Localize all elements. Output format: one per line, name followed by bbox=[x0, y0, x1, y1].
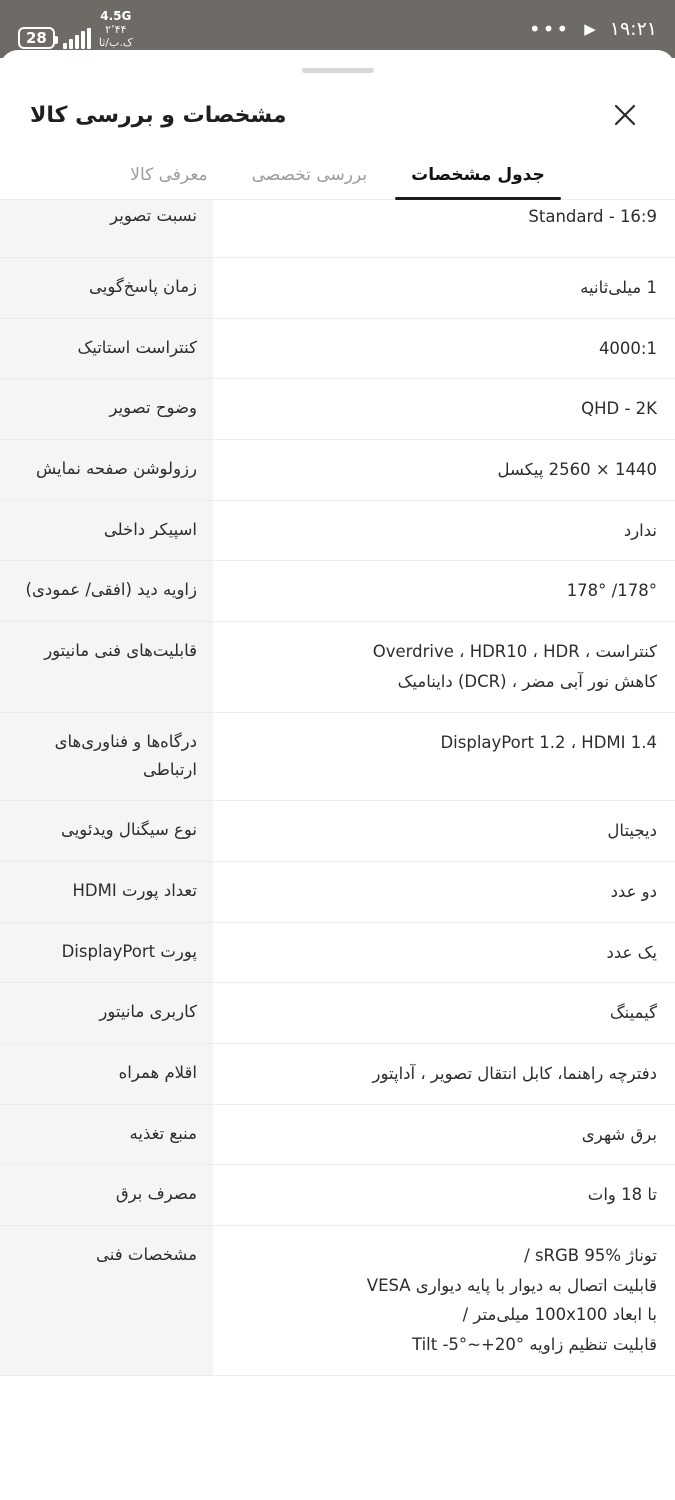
data-rate-line1: ۲٬۴۴ bbox=[105, 22, 127, 36]
spec-value-line: DisplayPort 1.2 ، HDMI 1.4 bbox=[440, 732, 657, 752]
table-row bbox=[0, 1226, 675, 1376]
spec-value-line: دفترچه راهنما، کابل انتقال تصویر ، آداپتور bbox=[372, 1064, 657, 1083]
spec-key: اقلام همراه bbox=[0, 1044, 213, 1104]
signal-bars-icon bbox=[63, 29, 91, 49]
network-type-label: 4.5G bbox=[100, 8, 132, 23]
spec-value-line: 16:9 - Standard bbox=[528, 207, 657, 226]
spec-value-line: ندارد bbox=[623, 520, 657, 540]
spec-value bbox=[213, 622, 675, 711]
spec-value bbox=[213, 923, 675, 983]
table-row bbox=[0, 923, 675, 984]
spec-key: درگاه‌ها و فناوری‌های ارتباطی bbox=[0, 713, 213, 801]
network-indicator bbox=[99, 9, 133, 49]
spec-key: اسپیکر داخلی bbox=[0, 501, 213, 561]
spec-key: پورت DisplayPort bbox=[0, 923, 213, 983]
spec-value bbox=[213, 983, 675, 1043]
tab-expert-review[interactable]: بررسی تخصصی bbox=[251, 165, 368, 185]
spec-value bbox=[213, 713, 675, 801]
spec-value-line: 1 میلی‌ثانیه bbox=[580, 278, 657, 297]
spec-value-line: یک عدد bbox=[606, 942, 657, 962]
spec-key: زمان پاسخ‌گویی bbox=[0, 258, 213, 318]
spec-value bbox=[213, 319, 675, 379]
spec-key: کاربری مانیتور bbox=[0, 983, 213, 1043]
table-row bbox=[0, 379, 675, 440]
table-row bbox=[0, 1044, 675, 1105]
spec-value bbox=[213, 440, 675, 500]
close-button[interactable] bbox=[605, 95, 645, 135]
battery-indicator: 28 bbox=[18, 27, 55, 50]
specs-table[interactable] bbox=[0, 200, 675, 1454]
spec-value bbox=[213, 258, 675, 318]
table-row bbox=[0, 501, 675, 562]
status-bar-left bbox=[18, 9, 133, 49]
table-row bbox=[0, 440, 675, 501]
spec-value-line: 4000:1 bbox=[598, 338, 657, 358]
spec-key: وضوح تصویر bbox=[0, 379, 213, 439]
spec-value bbox=[213, 1165, 675, 1225]
spec-key: کنتراست استاتیک bbox=[0, 319, 213, 379]
spec-key: زاویه دید (افقی/ عمودی) bbox=[0, 561, 213, 621]
table-row bbox=[0, 622, 675, 712]
tab-specs-table[interactable]: جدول مشخصات bbox=[389, 153, 567, 199]
spec-value-line: با ابعاد 100x100 میلی‌متر / bbox=[462, 1305, 657, 1325]
spec-value-line: گیمینگ bbox=[609, 1003, 657, 1023]
spec-value-line: تا 18 وات bbox=[587, 1185, 657, 1205]
spec-key: قابلیت‌های فنی مانیتور bbox=[0, 622, 213, 711]
spec-value-line: 1440 × 2560 پیکسل bbox=[497, 460, 657, 480]
spec-value-line: قابلیت اتصال به دیوار با پایه دیواری VESA bbox=[366, 1275, 657, 1295]
spec-value-line: QHD - 2K bbox=[581, 399, 657, 419]
table-row bbox=[0, 258, 675, 319]
product-specs-sheet bbox=[0, 50, 675, 1500]
data-rate-line2: ک.ب/ثا bbox=[98, 35, 133, 49]
spec-value-line: برق شهری bbox=[581, 1124, 657, 1144]
spec-value-line: دو عدد bbox=[610, 881, 657, 901]
table-row bbox=[0, 983, 675, 1044]
spec-value bbox=[213, 1105, 675, 1165]
spec-key: مشخصات فنی bbox=[0, 1226, 213, 1375]
spec-value-line: قابلیت تنظیم زاویه °20+~°5- Tilt bbox=[412, 1335, 657, 1355]
spec-key: رزولوشن صفحه نمایش bbox=[0, 440, 213, 500]
spec-value bbox=[213, 561, 675, 621]
spec-value bbox=[213, 200, 675, 257]
spec-value bbox=[213, 379, 675, 439]
table-row bbox=[0, 801, 675, 862]
spec-value bbox=[213, 862, 675, 922]
spec-value-line: کنتراست ، Overdrive ، HDR10 ، HDR bbox=[372, 642, 657, 662]
spec-key: منبع تغذیه bbox=[0, 1105, 213, 1165]
sheet-header bbox=[0, 73, 675, 153]
status-bar-right bbox=[529, 18, 657, 40]
spec-value-line: کاهش نور آبی مضر ، (DCR) داینامیک bbox=[397, 671, 657, 691]
page-title: مشخصات و بررسی کالا bbox=[30, 102, 287, 128]
spec-key: نوع سیگنال ویدئویی bbox=[0, 801, 213, 861]
table-row bbox=[0, 561, 675, 622]
table-row bbox=[0, 1165, 675, 1226]
spec-value-line: توناژ sRGB 95% / bbox=[524, 1246, 657, 1266]
table-row bbox=[0, 200, 675, 258]
tab-product-intro[interactable]: معرفی کالا bbox=[130, 165, 208, 185]
spec-value bbox=[213, 1044, 675, 1104]
spec-key: تعداد پورت HDMI bbox=[0, 862, 213, 922]
spec-value-line: 178°/ 178° bbox=[566, 581, 657, 601]
table-row bbox=[0, 319, 675, 380]
spec-value bbox=[213, 1226, 675, 1375]
tab-bar bbox=[0, 153, 675, 200]
spec-value bbox=[213, 501, 675, 561]
spec-value-line: دیجیتال bbox=[607, 821, 657, 841]
spec-value bbox=[213, 801, 675, 861]
close-icon bbox=[612, 102, 638, 128]
table-row bbox=[0, 713, 675, 802]
table-row bbox=[0, 1105, 675, 1166]
spec-key: مصرف برق bbox=[0, 1165, 213, 1225]
table-row bbox=[0, 862, 675, 923]
status-bar-clock: ۱۹:۲۱ bbox=[609, 18, 657, 40]
play-icon: ▶ bbox=[584, 20, 596, 38]
spec-key: نسبت تصویر bbox=[0, 200, 213, 257]
more-horizontal-icon: ••• bbox=[528, 17, 571, 41]
